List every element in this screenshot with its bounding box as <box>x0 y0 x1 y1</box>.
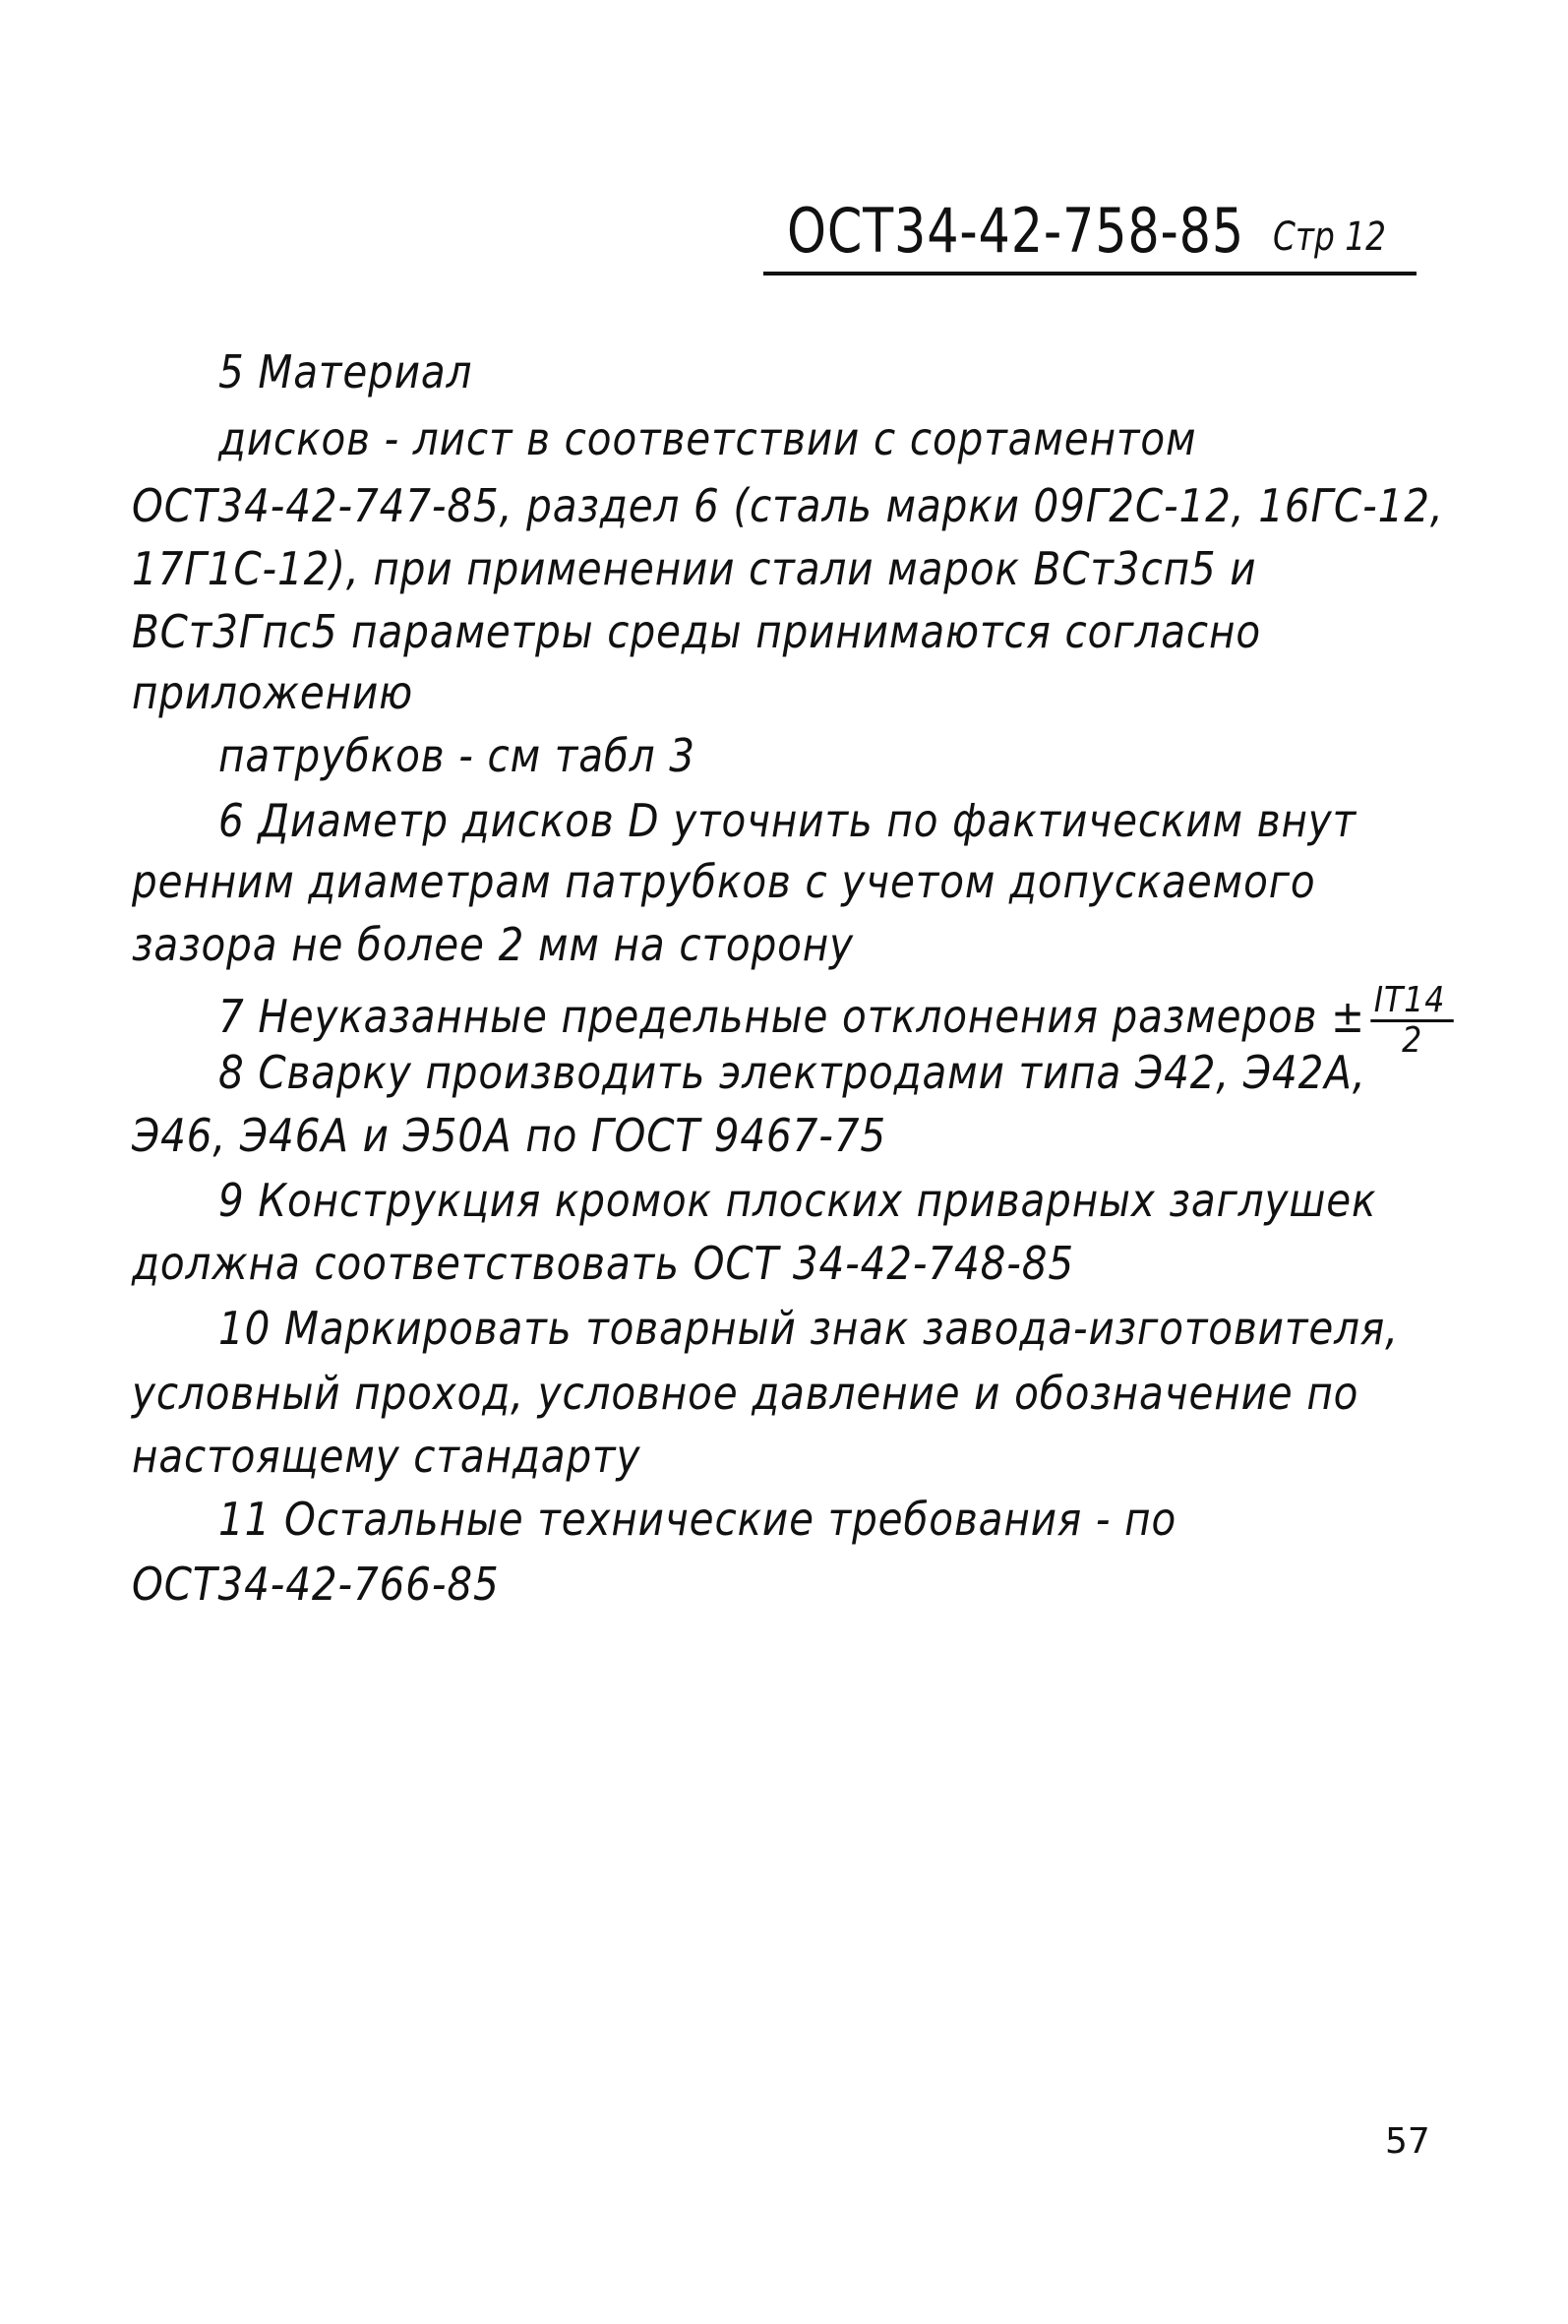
section-10-line: условный проход, условное давление и обозначение по <box>132 1367 1359 1420</box>
tolerance-fraction <box>1370 982 1454 1060</box>
document-code: ОСТ34-42-758-85 <box>787 195 1245 267</box>
material-line: ВСт3Гпс5 параметры среды принимаются согласно <box>132 605 1262 658</box>
fraction-denominator: 2 <box>1402 1020 1423 1061</box>
page-header <box>763 193 1417 275</box>
material-line: приложению <box>132 666 414 719</box>
material-line: ОСТ34-42-747-85, раздел 6 (сталь марки 09Г2С-12, 16ГС-12, <box>132 479 1444 532</box>
section-9-line: 9 Конструкция кромок плоских приварных заглушек <box>218 1174 1377 1227</box>
section-7-text: 7 Неуказанные предельные отклонения размеров ± <box>218 990 1365 1043</box>
section-8-line: Э46, Э46А и Э50А по ГОСТ 9467-75 <box>132 1109 887 1162</box>
section-11-line: 11 Остальные технические требования - по <box>218 1493 1177 1546</box>
material-line: 17Г1С-12), при применении стали марок ВСт3сп5 и <box>132 542 1257 595</box>
section-6-line: ренним диаметрам патрубков с учетом допускаемого <box>132 855 1316 908</box>
section-10-line: настоящему стандарту <box>132 1430 641 1483</box>
page-number: 57 <box>1385 2121 1430 2162</box>
section-10-line: 10 Маркировать товарный знак завода-изготовителя, <box>218 1302 1399 1355</box>
section-5-heading: 5 Материал <box>218 345 473 398</box>
section-6-line: 6 Диаметр дисков D уточнить по фактическим внут <box>218 794 1357 847</box>
fraction-numerator: IT14 <box>1370 982 1454 1022</box>
section-6-line: зазора не более 2 мм на сторону <box>132 918 854 971</box>
section-11-line: ОСТ34-42-766-85 <box>132 1558 500 1611</box>
material-discs-line: дисков - лист в соответствии с сортаментом <box>218 412 1197 465</box>
section-8-line: 8 Сварку производить электродами типа Э42, Э42А, <box>218 1046 1366 1099</box>
section-9-line: должна соответствовать ОСТ 34-42-748-85 <box>132 1237 1075 1290</box>
page-reference: Стр 12 <box>1273 214 1386 260</box>
material-pipes-line: патрубков - см табл 3 <box>218 729 695 782</box>
